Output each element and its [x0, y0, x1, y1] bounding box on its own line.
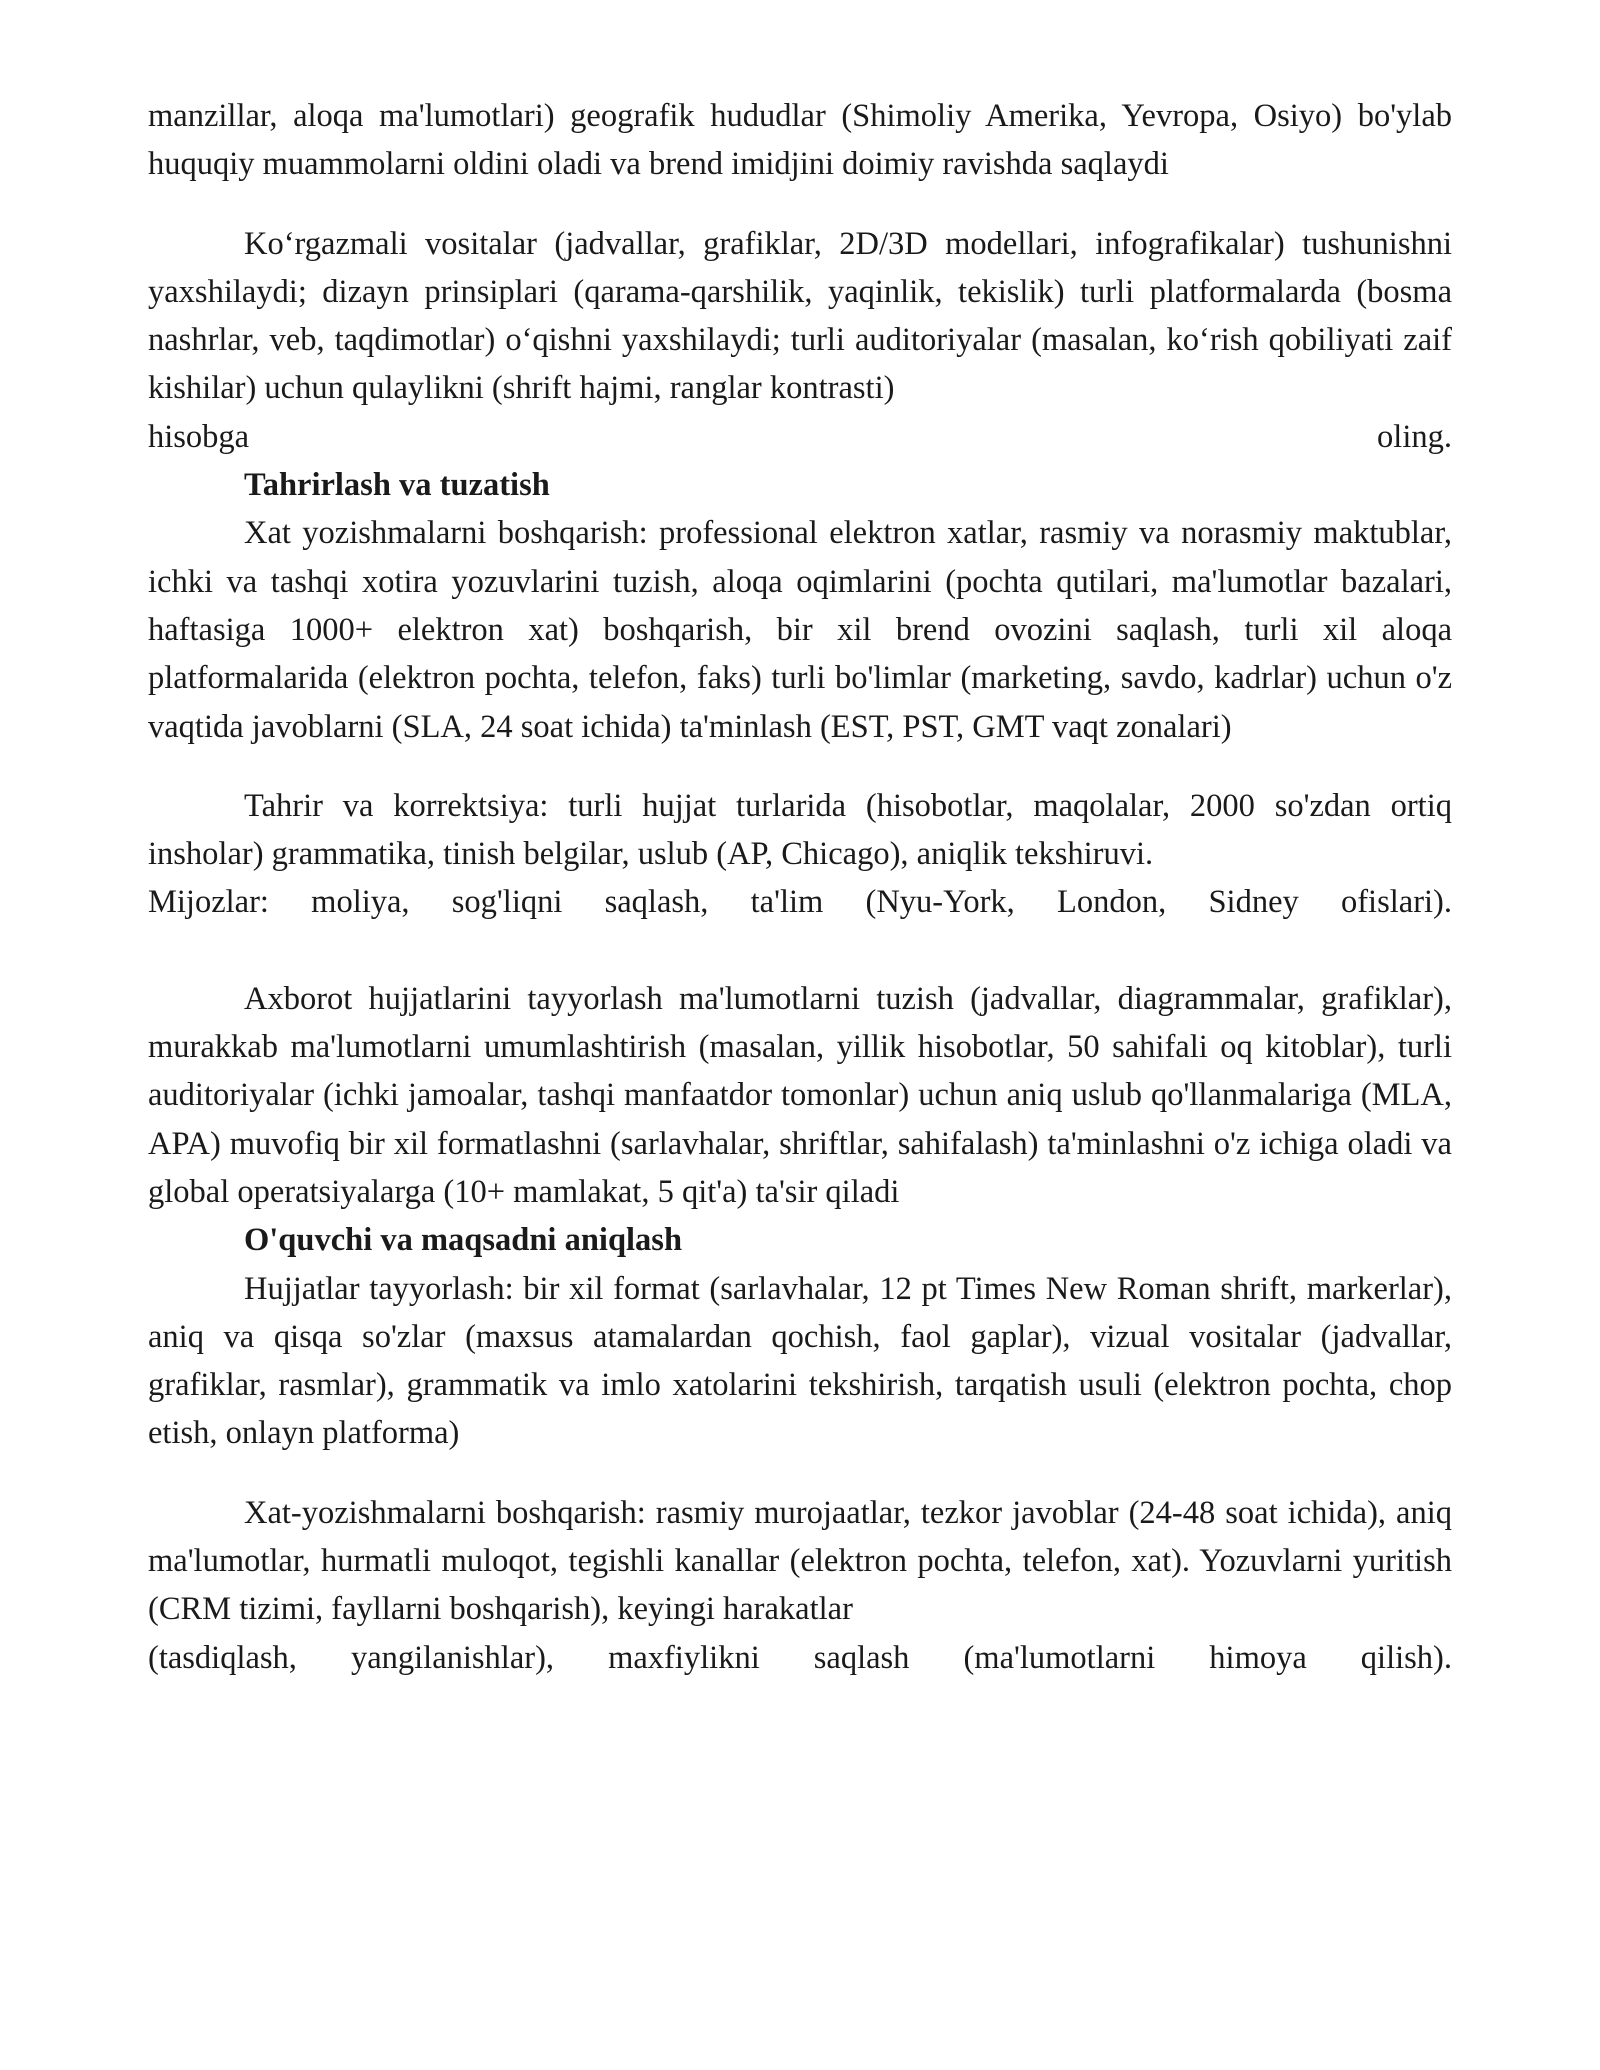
heading-editing: Tahrirlash va tuzatish: [244, 467, 550, 504]
paragraph-letter-management-body: Xat-yozishmalarni boshqarish: rasmiy murojaatlar, tezkor javoblar (24-48 soat ichida), aniq ma'lumotlar, hurmatli muloqot, tegishli kanallar (elektron pochta, telefon, xat). Yozuvlarni yuritish (CRM tizimi, fayllarni boshqarish), keyingi harakatlar: [148, 1494, 1452, 1628]
paragraph-info-documents: Axborot hujjatlarini tayyorlash ma'lumotlarni tuzish (jadvallar, diagrammalar, grafiklar), murakkab ma'lumotlarni umumlashtirish (masalan, yillik hisobotlar, 50 sahifali oq kitoblar), turli auditoriyalar (ichki jamoalar, tashqi manfaatdor tomonlar) uchun aniq uslub qo'llanmalariga (MLA, APA) muvofiq bir xil formatlashni (sarlavhalar, shriftlar, sahifalash) ta'minlashni o'z ichiga oladi va global operatsiyalarga (10+ mamlakat, 5 qit'a) ta'sir qiladi: [148, 980, 1452, 1210]
paragraph-letter-management-last-line: (tasdiqlash, yangilanishlar), maxfiylikni saqlash (ma'lumotlarni himoya qilish).: [148, 1639, 1452, 1676]
paragraph-proofreading-last-line: Mijozlar: moliya, sog'liqni saqlash, ta'lim (Nyu-York, London, Sidney ofislari).: [148, 884, 1452, 921]
paragraph-correspondence: Xat yozishmalarni boshqarish: professional elektron xatlar, rasmiy va norasmiy maktublar, ichki va tashqi xotira yozuvlarini tuzish, aloqa oqimlarini (pochta qutilari, ma'lumotlar bazalari, haftasiga 1000+ elektron xat) boshqarish, bir xil brend ovozini saqlash, turli xil aloqa platformalarida (elektron pochta, telefon, faks) turli bo'limlar (marketing, savdo, kadrlar) uchun o'z vaqtida javoblarni (SLA, 24 soat ichida) ta'minlash (EST, PST, GMT vaqt zonalari): [148, 515, 1452, 745]
paragraph-document-prep: Hujjatlar tayyorlash: bir xil format (sarlavhalar, 12 pt Times New Roman shrift, markerlar), aniq va qisqa so'zlar (maxsus atamalardan qochish, faol gaplar), vizual vositalar (jadvallar, grafiklar, rasmlar), grammatik va imlo xatolarini tekshirish, tarqatish usuli (elektron pochta, chop etish, onlayn platforma): [148, 1270, 1452, 1452]
document-page: [148, 92, 1452, 1682]
paragraph-proofreading-body: Tahrir va korrektsiya: turli hujjat turlarida (hisobotlar, maqolalar, 2000 so'zdan ortiq insholar) grammatika, tinish belgilar, uslub (AP, Chicago), aniqlik tekshiruvi.: [148, 787, 1452, 873]
paragraph-visual-aids-body: Ko‘rgazmali vositalar (jadvallar, grafiklar, 2D/3D modellari, infografikalar) tushunishni yaxshilaydi; dizayn prinsiplari (qarama-qarshilik, yaqinlik, tekislik) turli platformalarda (bosma nashrlar, veb, taqdimotlar) o‘qishni yaxshilaydi; turli auditoriyalar (masalan, ko‘rish qobiliyati zaif kishilar) uchun qulaylikni (shrift hajmi, ranglar kontrasti): [148, 225, 1452, 407]
paragraph-proofreading: [148, 782, 1452, 927]
paragraph-visual-aids-last-line: hisobga oling.: [148, 418, 1452, 455]
paragraph-intro: manzillar, aloqa ma'lumotlari) geografik hududlar (Shimoliy Amerika, Yevropa, Osiyo) bo'ylab huquqiy muammolarni oldini oladi va brend imidjini doimiy ravishda saqlaydi: [148, 98, 1452, 183]
paragraph-letter-management: [148, 1489, 1452, 1682]
paragraph-visual-aids: [148, 220, 1452, 461]
heading-audience: O'quvchi va maqsadni aniqlash: [244, 1222, 683, 1259]
